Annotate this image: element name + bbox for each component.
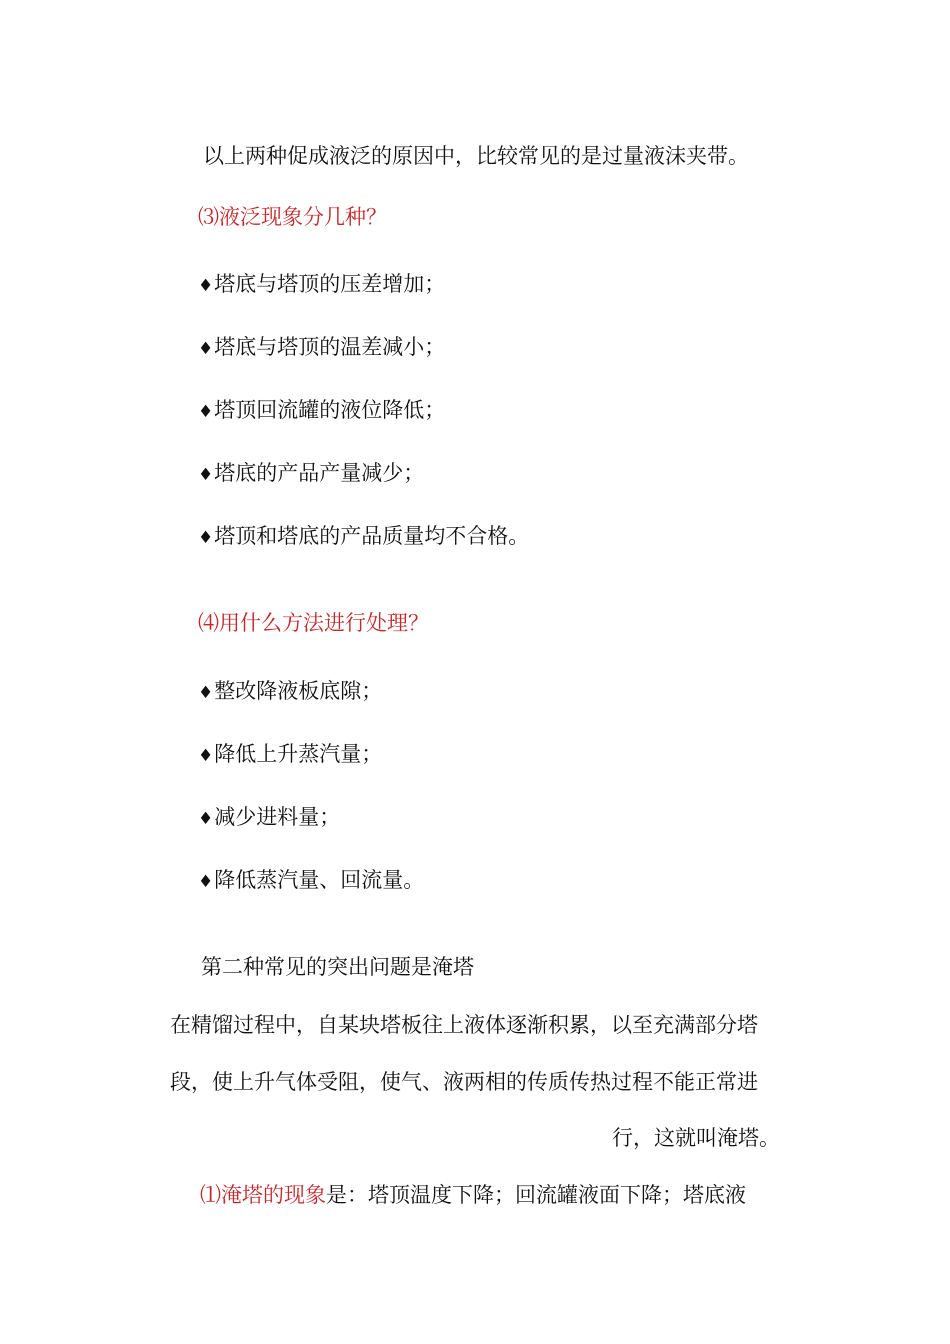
section-2-para-line-3: 行，这就叫淹塔。 (612, 1126, 780, 1150)
diamond-bullet-icon: ♦ (198, 746, 214, 766)
section-2-para-line-2: 段，使上升气体受阻，使气、液两相的传质传热过程不能正常进 (170, 1070, 758, 1094)
subsection-1-line (200, 1181, 746, 1209)
q3-item-5: ♦塔顶和塔底的产品质量均不合格。 (198, 524, 530, 548)
diamond-bullet-icon: ♦ (198, 465, 214, 485)
q3-item-1: ♦塔底与塔顶的压差增加； (198, 272, 446, 296)
question-4-heading: ⑷用什么方法进行处理？ (198, 611, 429, 635)
q3-item-2: ♦塔底与塔顶的温差减小； (198, 335, 446, 359)
section-2-title: 第二种常见的突出问题是淹塔 (201, 955, 474, 979)
q3-item-3: ♦塔顶回流罐的液位降低； (198, 398, 446, 422)
diamond-bullet-icon: ♦ (198, 276, 214, 296)
diamond-bullet-icon: ♦ (198, 339, 214, 359)
diamond-bullet-icon: ♦ (198, 528, 214, 548)
diamond-bullet-icon: ♦ (198, 872, 214, 892)
subsection-1-label: ⑴淹塔的现象 (200, 1183, 326, 1207)
diamond-bullet-icon: ♦ (198, 683, 214, 703)
diamond-bullet-icon: ♦ (198, 809, 214, 829)
q4-item-1: ♦整改降液板底隙； (198, 679, 383, 703)
question-3-heading: ⑶液泛现象分几种？ (198, 205, 387, 229)
q4-item-4: ♦降低蒸汽量、回流量。 (198, 868, 425, 892)
q4-item-3: ♦减少进料量； (198, 805, 341, 829)
diamond-bullet-icon: ♦ (198, 402, 214, 422)
section-2-para-line-1: 在精馏过程中，自某块塔板往上液体逐渐积累，以至充满部分塔 (170, 1013, 758, 1037)
q3-item-4: ♦塔底的产品产量减少； (198, 461, 425, 485)
subsection-1-text: 是：塔顶温度下降；回流罐液面下降；塔底液 (326, 1183, 746, 1207)
q4-item-2: ♦降低上升蒸汽量； (198, 742, 383, 766)
intro-line: 以上两种促成液泛的原因中，比较常见的是过量液沫夹带。 (203, 144, 749, 168)
